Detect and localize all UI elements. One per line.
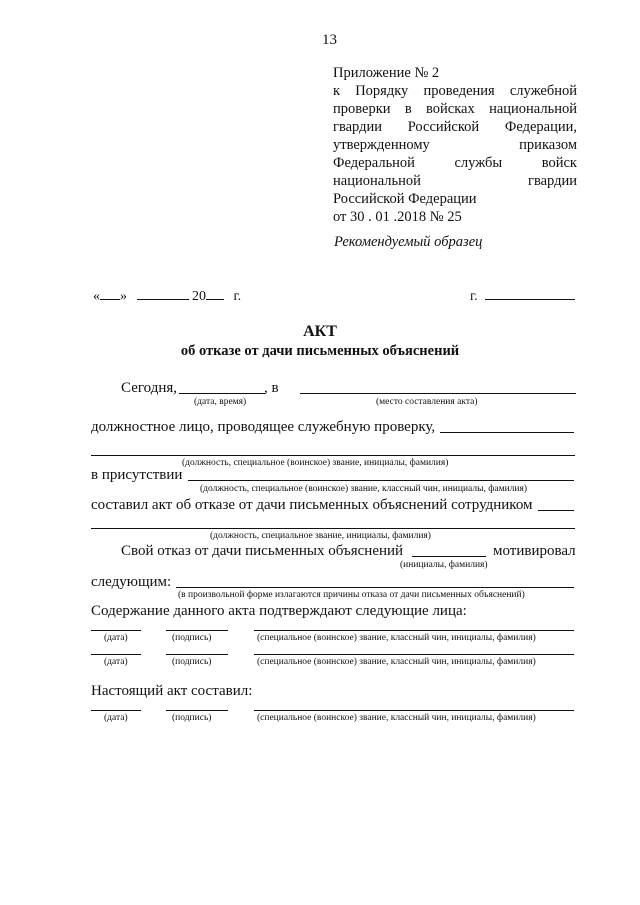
following-label: следующим: <box>91 574 172 590</box>
sig3-date-caption: (дата) <box>104 713 128 723</box>
sig3-rank-line <box>254 710 574 711</box>
sig1-rank-caption: (специальное (воинское) звание, классный чин, инициалы, фамилия) <box>257 633 536 643</box>
caption-initials: (инициалы, фамилия) <box>400 560 488 570</box>
sig3-sign-caption: (подпись) <box>172 713 212 723</box>
caption-reasons: (в произвольной форме излагаются причины отказа от дачи письменных объяснений) <box>178 590 525 600</box>
act-title: АКТ <box>303 323 337 340</box>
refusal-text: Свой отказ от дачи письменных объяснений <box>121 543 404 559</box>
official-inline-line <box>440 432 574 433</box>
compiled-text: составил акт об отказе от дачи письменных объяснений сотрудником <box>91 497 533 513</box>
sig1-sign-line <box>166 630 228 631</box>
presence-line <box>188 480 574 481</box>
employee-line <box>91 528 575 529</box>
sig1-date-line <box>91 630 141 631</box>
appendix-block <box>333 64 577 226</box>
caption-presence: (должность, специальное (воинское) звание, классный чин, инициалы, фамилия) <box>200 484 528 494</box>
sig1-date-caption: (дата) <box>104 633 128 643</box>
sig3-date-line <box>91 710 141 711</box>
official-text: должностное лицо, проводящее служебную проверку, <box>91 419 436 435</box>
sig2-date-caption: (дата) <box>104 657 128 667</box>
sig3-rank-caption: (специальное (воинское) звание, классный чин, инициалы, фамилия) <box>257 713 536 723</box>
appendix-line: гвардии Российской Федерации, <box>333 119 577 135</box>
act-subtitle: об отказе от дачи письменных объяснений <box>180 343 460 359</box>
caption-place: (место составления акта) <box>376 397 478 407</box>
sig2-sign-caption: (подпись) <box>172 657 212 667</box>
reasons-line <box>176 587 574 588</box>
presence-label: в присутствии <box>91 467 183 483</box>
appendix-order-date: от 30 . 01 .2018 № 25 <box>333 209 462 225</box>
comma-v-text: , в <box>264 380 279 396</box>
today-label: Сегодня, <box>121 380 178 396</box>
employee-inline-line <box>538 510 574 511</box>
sig2-rank-caption: (специальное (воинское) звание, классный чин, инициалы, фамилия) <box>257 657 536 667</box>
sig1-rank-line <box>254 630 574 631</box>
sig1-sign-caption: (подпись) <box>172 633 212 643</box>
sig2-rank-line <box>254 654 574 655</box>
appendix-line: к Порядку проведения служебной <box>333 83 577 99</box>
caption-official: (должность, специальное (воинское) звание, инициалы, фамилия) <box>182 458 449 468</box>
appendix-line: проверки в войсках национальной <box>333 101 577 117</box>
city-field: г. <box>470 287 575 305</box>
recommended-sample-label: Рекомендуемый образец <box>334 234 483 250</box>
initials-line <box>412 556 486 557</box>
page-number: 13 <box>322 32 337 48</box>
appendix-line: Российской Федерации <box>333 191 477 207</box>
sig2-date-line <box>91 654 141 655</box>
official-line <box>91 455 575 456</box>
appendix-line: утвержденному приказом <box>333 137 577 153</box>
motivated-text: мотивировал <box>493 543 576 559</box>
caption-date-time: (дата, время) <box>194 397 247 407</box>
composed-text: Настоящий акт составил: <box>91 683 253 699</box>
caption-employee: (должность, специальное звание, инициалы, фамилия) <box>210 531 431 541</box>
place-line <box>300 393 576 394</box>
document-date-field: « » 20 г. <box>93 289 242 304</box>
appendix-line: Федеральной службы войск <box>333 155 577 171</box>
sig3-sign-line <box>166 710 228 711</box>
confirm-text: Содержание данного акта подтверждают следующие лица: <box>91 603 467 619</box>
appendix-title: Приложение № 2 <box>333 65 440 81</box>
date-time-line <box>179 393 265 394</box>
appendix-line: национальной гвардии <box>333 173 577 189</box>
sig2-sign-line <box>166 654 228 655</box>
